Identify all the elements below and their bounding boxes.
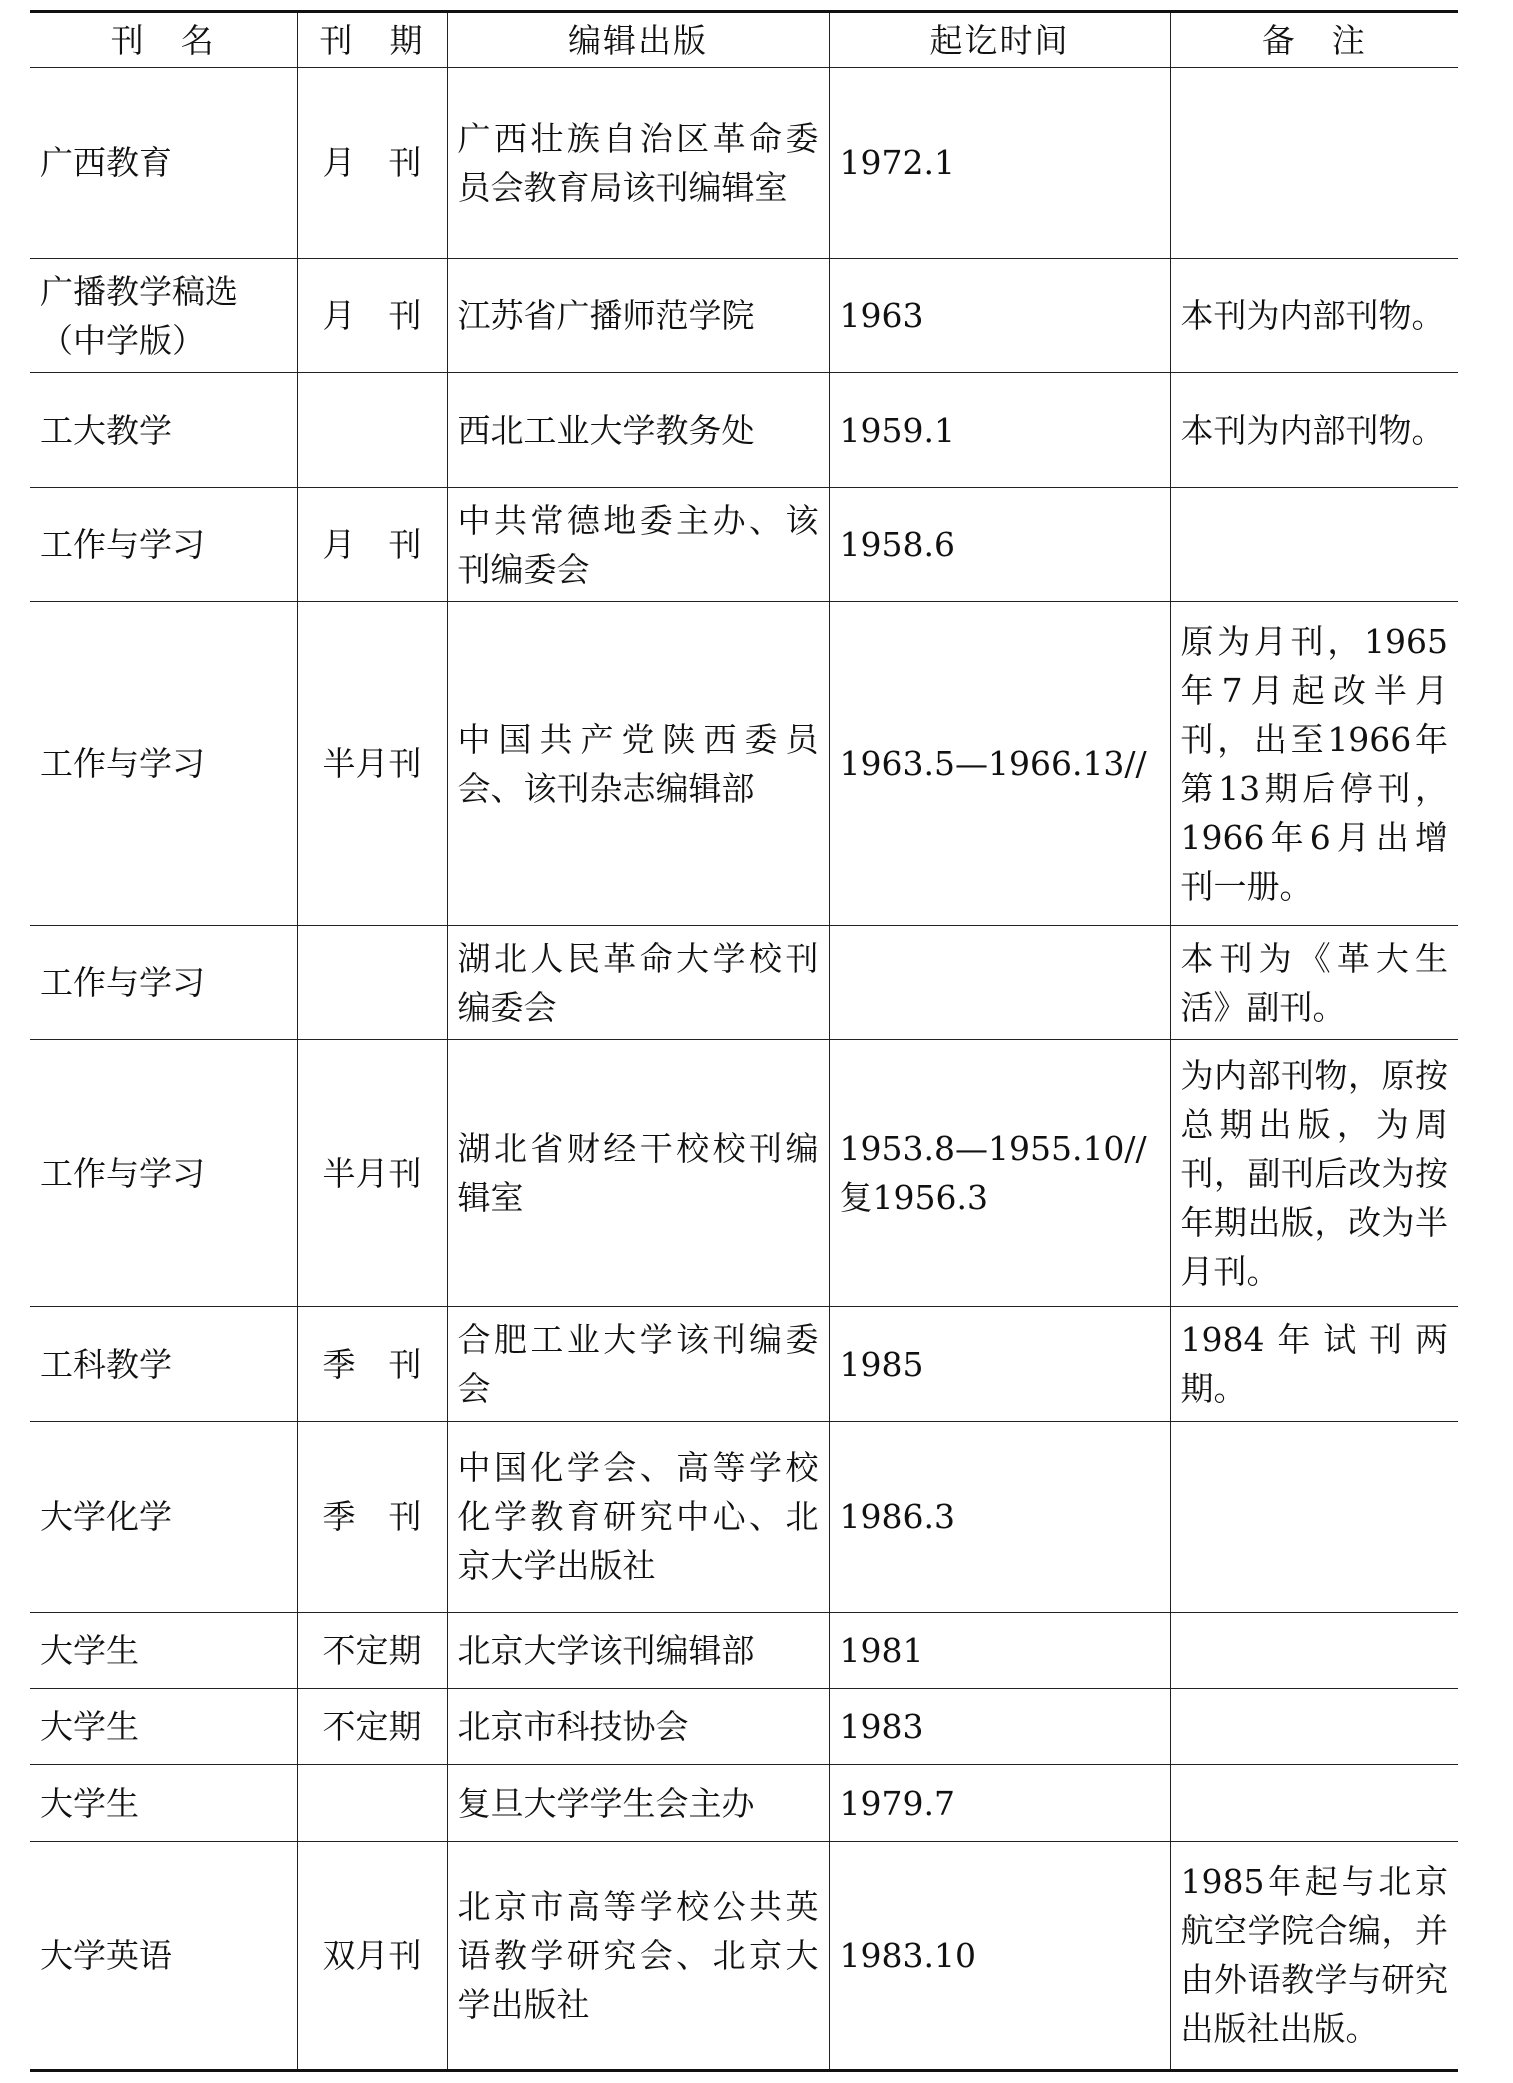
cell-period: 1958.6 bbox=[829, 487, 1170, 602]
cell-publisher: 江苏省广播师范学院 bbox=[447, 258, 829, 373]
table-row bbox=[30, 1421, 1458, 1612]
table-row bbox=[30, 1307, 1458, 1422]
cell-period: 1963.5—1966.13// bbox=[829, 602, 1170, 925]
cell-frequency: 月 刊 bbox=[297, 487, 447, 602]
header-name: 刊 名 bbox=[30, 12, 297, 68]
cell-frequency bbox=[297, 925, 447, 1040]
cell-period: 1963 bbox=[829, 258, 1170, 373]
table-row bbox=[30, 1689, 1458, 1765]
cell-remark bbox=[1170, 1765, 1458, 1841]
cell-publisher: 湖北人民革命大学校刊编委会 bbox=[447, 925, 829, 1040]
cell-period: 1953.8—1955.10//复1956.3 bbox=[829, 1040, 1170, 1307]
cell-publisher: 北京大学该刊编辑部 bbox=[447, 1612, 829, 1688]
cell-remark: 原为月刊，1965年7月起改半月刊，出至1966年第13期后停刊，1966年6月出增刊一册。 bbox=[1170, 602, 1458, 925]
cell-remark bbox=[1170, 487, 1458, 602]
table-row bbox=[30, 602, 1458, 925]
header-frequency: 刊 期 bbox=[297, 12, 447, 68]
cell-publisher: 合肥工业大学该刊编委会 bbox=[447, 1307, 829, 1422]
cell-frequency: 半月刊 bbox=[297, 602, 447, 925]
cell-name: 大学生 bbox=[30, 1689, 297, 1765]
cell-period bbox=[829, 925, 1170, 1040]
cell-name: 大学生 bbox=[30, 1612, 297, 1688]
header-row bbox=[30, 12, 1458, 68]
cell-remark bbox=[1170, 68, 1458, 259]
table-row bbox=[30, 68, 1458, 259]
cell-period: 1983 bbox=[829, 1689, 1170, 1765]
cell-publisher: 中国共产党陕西委员会、该刊杂志编辑部 bbox=[447, 602, 829, 925]
cell-frequency: 不定期 bbox=[297, 1612, 447, 1688]
table-row bbox=[30, 1612, 1458, 1688]
cell-publisher: 中国化学会、高等学校化学教育研究中心、北京大学出版社 bbox=[447, 1421, 829, 1612]
cell-frequency: 月 刊 bbox=[297, 68, 447, 259]
cell-period: 1981 bbox=[829, 1612, 1170, 1688]
table-row bbox=[30, 1040, 1458, 1307]
table-row bbox=[30, 487, 1458, 602]
cell-name: 工作与学习 bbox=[30, 487, 297, 602]
cell-name: 工作与学习 bbox=[30, 602, 297, 925]
cell-name: 工大教学 bbox=[30, 373, 297, 488]
cell-name: 工作与学习 bbox=[30, 925, 297, 1040]
cell-name: 广西教育 bbox=[30, 68, 297, 259]
cell-remark: 本刊为内部刊物。 bbox=[1170, 373, 1458, 488]
cell-publisher: 湖北省财经干校校刊编辑室 bbox=[447, 1040, 829, 1307]
cell-publisher: 北京市高等学校公共英语教学研究会、北京大学出版社 bbox=[447, 1841, 829, 2070]
cell-name: 工科教学 bbox=[30, 1307, 297, 1422]
cell-publisher: 西北工业大学教务处 bbox=[447, 373, 829, 488]
cell-frequency: 月 刊 bbox=[297, 258, 447, 373]
cell-remark bbox=[1170, 1689, 1458, 1765]
cell-period: 1972.1 bbox=[829, 68, 1170, 259]
cell-remark bbox=[1170, 1612, 1458, 1688]
cell-frequency bbox=[297, 1765, 447, 1841]
cell-publisher: 北京市科技协会 bbox=[447, 1689, 829, 1765]
cell-frequency: 季 刊 bbox=[297, 1421, 447, 1612]
header-remark: 备 注 bbox=[1170, 12, 1458, 68]
cell-name: 广播教学稿选（中学版） bbox=[30, 258, 297, 373]
cell-name: 大学生 bbox=[30, 1765, 297, 1841]
cell-publisher: 广西壮族自治区革命委员会教育局该刊编辑室 bbox=[447, 68, 829, 259]
cell-remark: 1984年试刊两期。 bbox=[1170, 1307, 1458, 1422]
cell-remark bbox=[1170, 1421, 1458, 1612]
cell-publisher: 中共常德地委主办、该刊编委会 bbox=[447, 487, 829, 602]
table-row bbox=[30, 925, 1458, 1040]
cell-period: 1986.3 bbox=[829, 1421, 1170, 1612]
cell-frequency: 不定期 bbox=[297, 1689, 447, 1765]
cell-remark: 本刊为内部刊物。 bbox=[1170, 258, 1458, 373]
cell-frequency: 双月刊 bbox=[297, 1841, 447, 2070]
periodicals-table bbox=[30, 10, 1458, 2072]
cell-remark: 1985年起与北京航空学院合编，并由外语教学与研究出版社出版。 bbox=[1170, 1841, 1458, 2070]
cell-name: 工作与学习 bbox=[30, 1040, 297, 1307]
cell-frequency bbox=[297, 373, 447, 488]
cell-name: 大学化学 bbox=[30, 1421, 297, 1612]
header-period: 起讫时间 bbox=[829, 12, 1170, 68]
table-row bbox=[30, 373, 1458, 488]
table-row bbox=[30, 1841, 1458, 2070]
cell-remark: 本刊为《革大生活》副刊。 bbox=[1170, 925, 1458, 1040]
cell-frequency: 半月刊 bbox=[297, 1040, 447, 1307]
cell-frequency: 季 刊 bbox=[297, 1307, 447, 1422]
table-row bbox=[30, 1765, 1458, 1841]
header-publisher: 编辑出版 bbox=[447, 12, 829, 68]
cell-remark: 为内部刊物，原按总期出版，为周刊，副刊后改为按年期出版，改为半月刊。 bbox=[1170, 1040, 1458, 1307]
cell-period: 1959.1 bbox=[829, 373, 1170, 488]
cell-publisher: 复旦大学学生会主办 bbox=[447, 1765, 829, 1841]
table-row bbox=[30, 258, 1458, 373]
cell-period: 1985 bbox=[829, 1307, 1170, 1422]
cell-period: 1979.7 bbox=[829, 1765, 1170, 1841]
cell-period: 1983.10 bbox=[829, 1841, 1170, 2070]
cell-name: 大学英语 bbox=[30, 1841, 297, 2070]
